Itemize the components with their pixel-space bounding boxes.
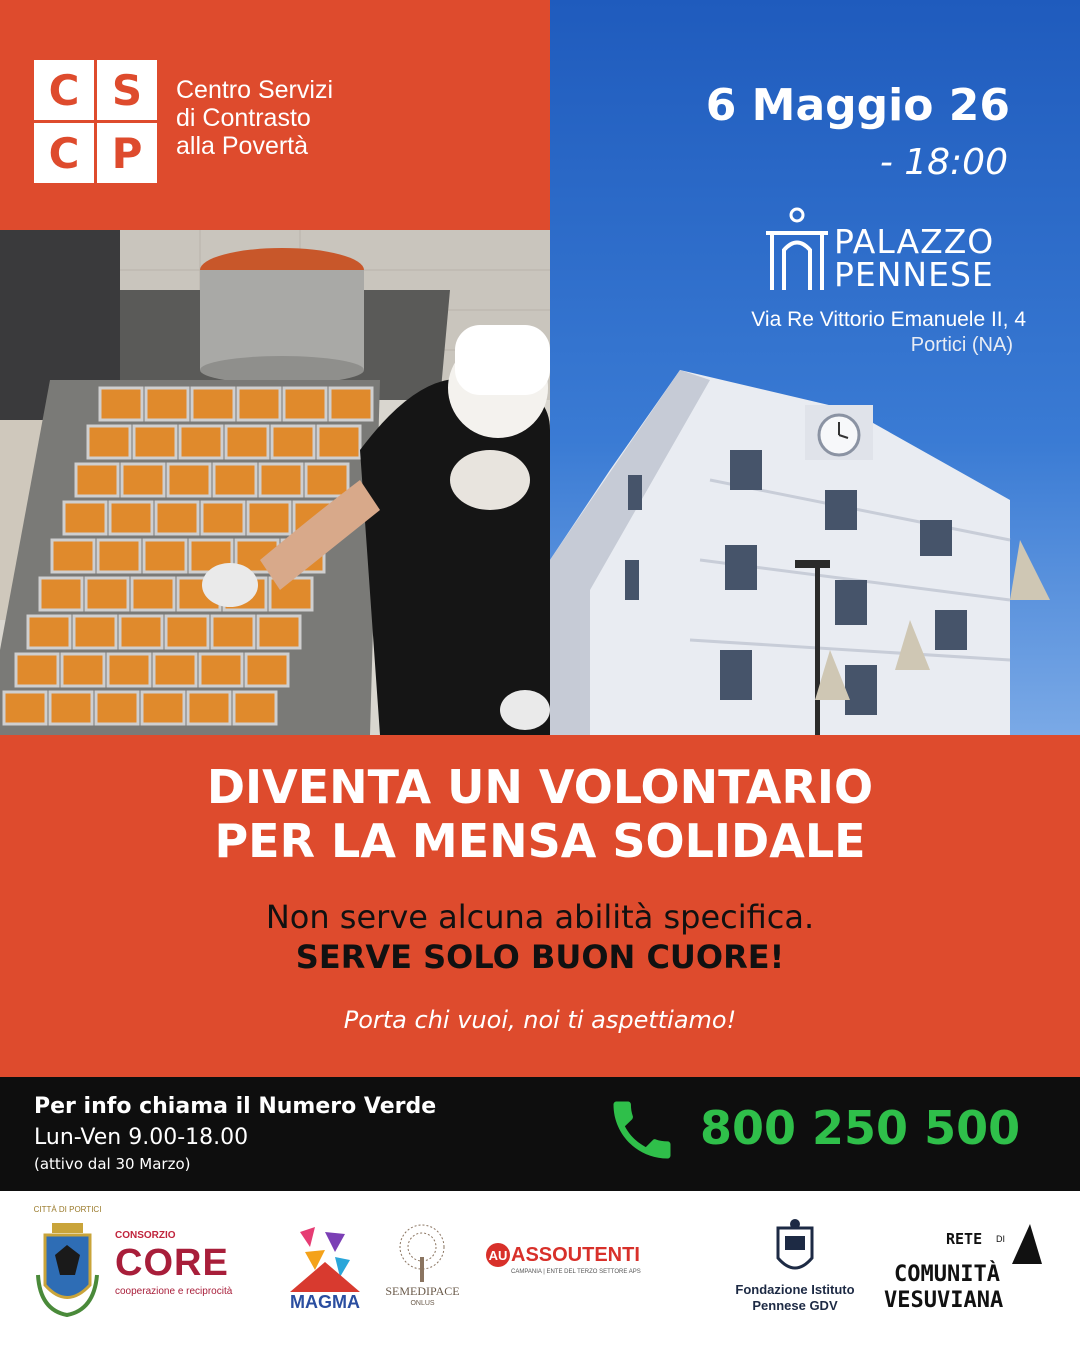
magma-logo — [285, 1222, 365, 1317]
logo-letter-p: P — [97, 123, 157, 183]
semedipace-label: SEMEDIPACE — [385, 1284, 460, 1298]
fondazione-pennese-logo — [730, 1218, 860, 1333]
assoutenti-logo — [485, 1242, 655, 1292]
info-note: (attivo dal 30 Marzo) — [34, 1155, 191, 1173]
semedipace-logo — [380, 1222, 465, 1317]
kitchen-photo — [0, 230, 550, 735]
fondazione-line2: Pennese GDV — [752, 1298, 838, 1313]
subtitle: Non serve alcuna abilità specifica. — [265, 898, 815, 936]
fondazione-crest-icon — [770, 1218, 820, 1280]
magma-shapes-icon — [285, 1222, 365, 1292]
headline-line2: PER LA MENSA SOLIDALE — [214, 814, 866, 868]
tree-icon — [380, 1222, 465, 1287]
assoutenti-a-icon — [485, 1242, 511, 1268]
portici-label: CITTÀ DI PORTICI — [33, 1205, 102, 1214]
venue-city: Portici (NA) — [910, 334, 1013, 356]
info-hours: Lun-Ven 9.00-18.00 — [34, 1125, 249, 1150]
logo-letter-c1: C — [34, 60, 94, 120]
fondazione-line1: Fondazione Istituto — [735, 1282, 855, 1297]
info-title: Per info chiama il Numero Verde — [34, 1094, 437, 1119]
svg-text:AU: AU — [488, 1248, 508, 1263]
consorzio-core-logo — [115, 1230, 265, 1310]
volcano-icon — [1012, 1224, 1042, 1264]
headline-line1: DIVENTA UN VOLONTARIO — [206, 760, 874, 814]
logo-letter-c2: C — [34, 123, 94, 183]
logo-letter-s: S — [97, 60, 157, 120]
phone-icon — [604, 1092, 680, 1168]
headline — [0, 760, 1080, 868]
rete-line2: VESUVIANA — [884, 1288, 1004, 1313]
phone-number[interactable]: 800 250 500 — [700, 1101, 1021, 1155]
core-top: CONSORZIO — [115, 1230, 176, 1241]
core-name: CORE — [115, 1242, 229, 1284]
rete-line1: COMUNITÀ — [894, 1262, 1000, 1287]
portici-crest-icon — [30, 1215, 105, 1325]
venue-address: Via Re Vittorio Emanuele II, 4 — [751, 308, 1026, 331]
assoutenti-sub: CAMPANIA | ENTE DEL TERZO SETTORE APS — [511, 1269, 641, 1275]
org-name-line2: di Contrasto — [176, 104, 311, 132]
venue-name-line2: PENNESE — [834, 255, 994, 294]
subtitle-bold: SERVE SOLO BUON CUORE! — [295, 938, 785, 976]
palazzo-pennese-logo — [762, 205, 1012, 295]
core-sub: cooperazione e reciprocità — [115, 1286, 233, 1297]
rete-di: DI — [996, 1234, 1005, 1244]
organization-name — [176, 76, 333, 160]
cscp-logo — [34, 60, 156, 182]
rete-top: RETE — [946, 1230, 983, 1248]
semedipace-sub: ONLUS — [410, 1300, 435, 1307]
citta-di-portici-logo — [30, 1205, 105, 1325]
event-time: - 18:00 — [879, 142, 1008, 183]
event-date: 6 Maggio 26 — [705, 80, 1010, 131]
assoutenti-label: ASSOUTENTI — [511, 1244, 640, 1266]
palazzo-arch-icon — [762, 205, 832, 295]
rete-comunita-vesuviana-logo — [880, 1222, 1050, 1322]
magma-label: MAGMA — [290, 1292, 360, 1312]
org-name-line1: Centro Servizi — [176, 76, 333, 104]
org-name-line3: alla Povertà — [176, 132, 309, 160]
tagline: Porta chi vuoi, noi ti aspettiamo! — [343, 1006, 737, 1034]
venue-name-line1: PALAZZO — [834, 222, 995, 261]
